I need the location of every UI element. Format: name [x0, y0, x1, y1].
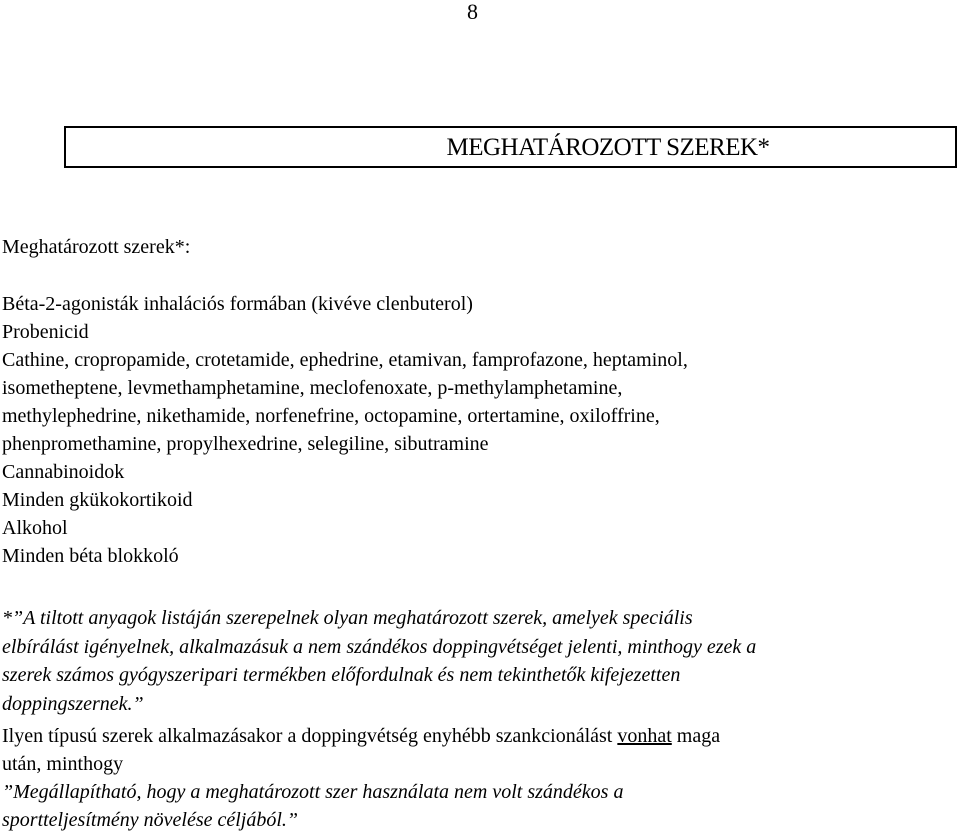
intro-heading: Meghatározott szerek*:	[2, 236, 191, 258]
underlined-word: vonhat	[617, 725, 672, 747]
list-line: Béta-2-agonisták inhalációs formában (kivéve clenbuterol)	[2, 293, 473, 315]
quote-line: sportteljesítmény növelése céljából.”	[2, 809, 299, 831]
sanction-line-1	[2, 722, 720, 750]
quote-paragraph	[2, 778, 623, 834]
sanction-text-before: Ilyen típusú szerek alkalmazásakor a doppingvétség enyhébb szankcionálást	[2, 725, 618, 747]
sanction-paragraph	[2, 722, 720, 778]
list-line: isometheptene, levmethamphetamine, meclofenoxate, p-methylamphetamine,	[2, 377, 623, 399]
list-line: Minden béta blokkoló	[2, 545, 179, 567]
list-line: Cathine, cropropamide, crotetamide, ephedrine, etamivan, famprofazone, heptaminol,	[2, 349, 688, 371]
footnote-line: elbírálást igényelnek, alkalmazásuk a nem szándékos doppingvétséget jelenti, minthogy ezek a	[2, 635, 757, 658]
quote-line: ”Megállapítható, hogy a meghatározott szer használata nem volt szándékos a	[2, 781, 624, 803]
footnote-line: szerek számos gyógyszeripari termékben előfordulnak és nem tekinthetők kifejezetten	[2, 664, 681, 686]
footnote-paragraph	[2, 604, 756, 718]
list-line: Alkohol	[2, 517, 68, 539]
list-line: methylephedrine, nikethamide, norfenefrine, octopamine, ortertamine, oxiloffrine,	[2, 405, 660, 427]
list-line: Cannabinoidok	[2, 461, 125, 483]
footnote-line: doppingszernek.”	[2, 692, 144, 715]
list-line: Probenicid	[2, 321, 89, 343]
list-line: Minden gkükokortikoid	[2, 489, 193, 511]
sanction-line-2: után, minthogy	[2, 753, 124, 775]
footnote-line: *”A tiltott anyagok listáján szerepelnek olyan meghatározott szerek, amelyek speciális	[2, 607, 693, 629]
page-title: MEGHATÁROZOTT SZEREK*	[446, 134, 770, 161]
page-number: 8	[467, 0, 478, 24]
list-line: phenpromethamine, propylhexedrine, selegiline, sibutramine	[2, 433, 489, 455]
sanction-text-after: maga	[671, 725, 721, 747]
title-box	[64, 126, 957, 168]
substance-list	[2, 290, 688, 570]
